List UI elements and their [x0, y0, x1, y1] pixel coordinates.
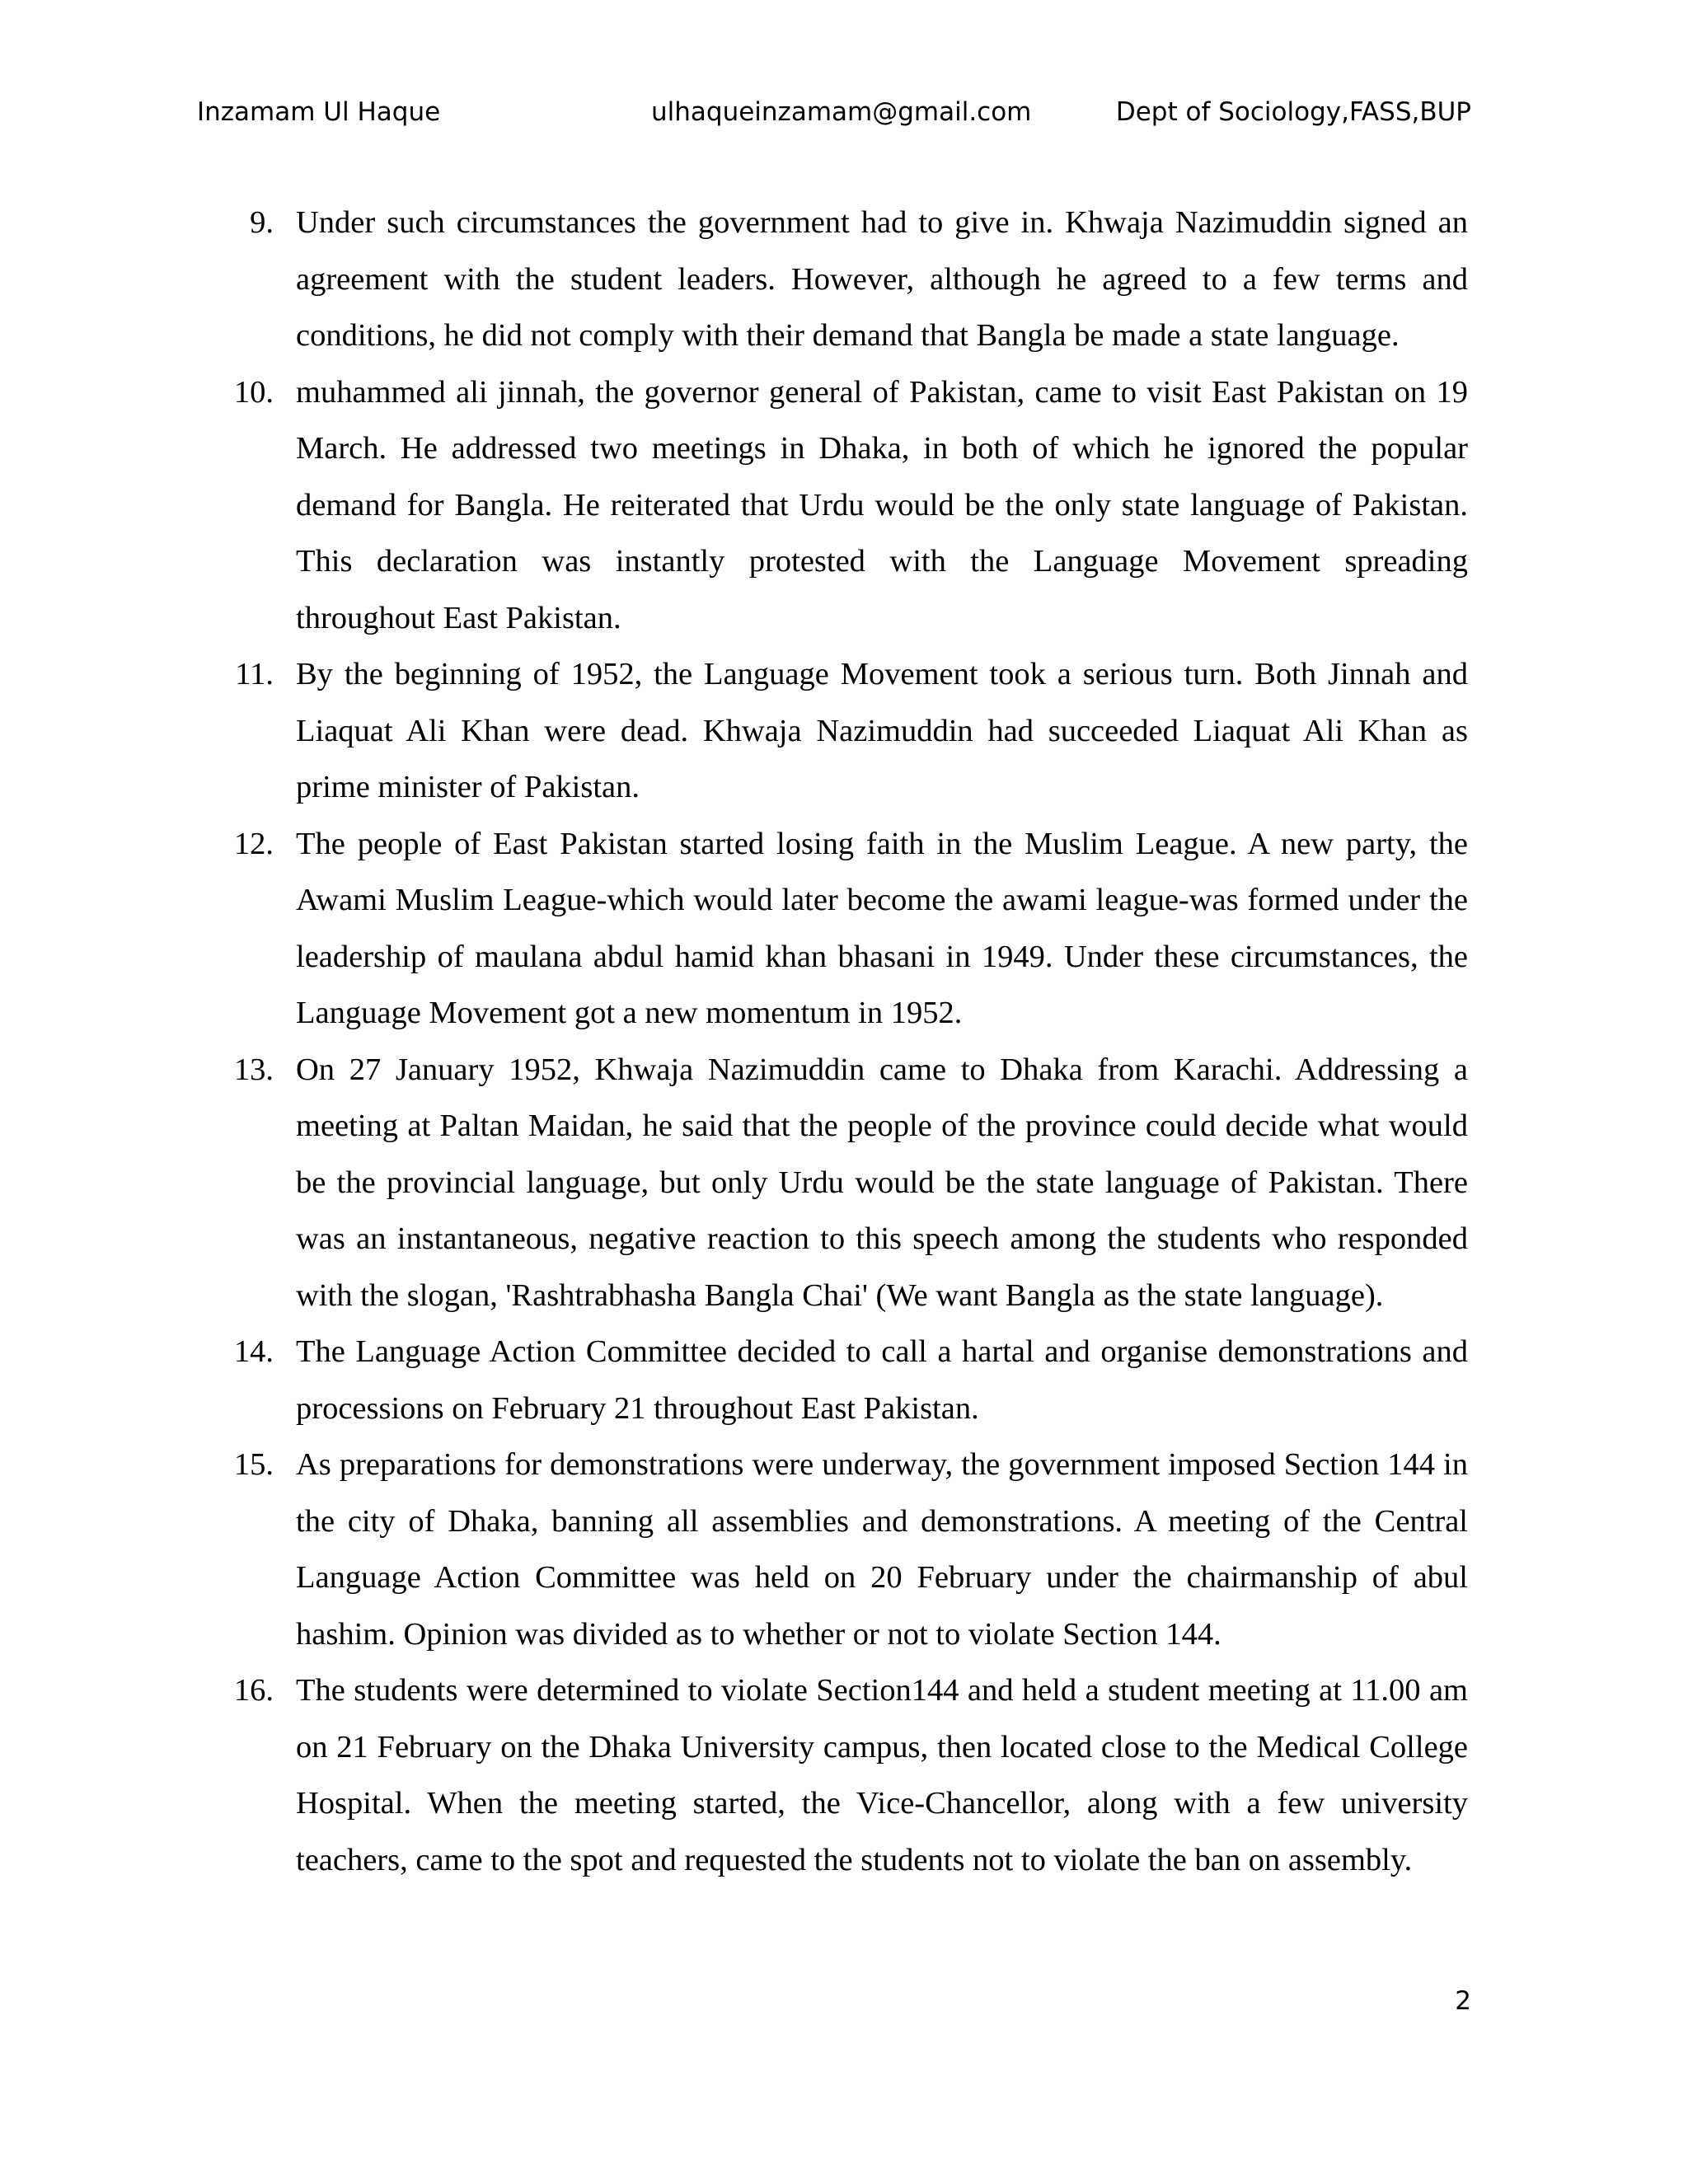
- item-text: The students were determined to violate Section144 and held a student meeting at 11.00 am on 21 February on the Dhaka University campus, then located close to the Medical College Hospital. When the meeting started, the Vice-Chancellor, along with a few university teachers, came to the spot and requested the students not to violate the ban on assembly.: [296, 1673, 1468, 1877]
- page-header: [0, 97, 1688, 138]
- item-number: 14.: [233, 1334, 274, 1369]
- item-text: On 27 January 1952, Khwaja Nazimuddin came to Dhaka from Karachi. Addressing a meeting at Paltan Maidan, he said that the people of the province could decide what would be the provincial language, but only Urdu would be the state language of Pakistan. There was an instantaneous, negative reaction to this speech among the students who responded with the slogan, 'Rashtrabhasha Bangla Chai' (We want Bangla as the state language).: [296, 1052, 1468, 1313]
- item-number: 12.: [233, 826, 274, 861]
- item-number: 10.: [233, 374, 274, 410]
- item-text: The Language Action Committee decided to call a hartal and organise demonstrations and processions on February 21 throughout East Pakistan.: [296, 1334, 1468, 1426]
- list-item: [198, 1662, 1468, 1888]
- item-text: By the beginning of 1952, the Language Movement took a serious turn. Both Jinnah and Liaquat Ali Khan were dead. Khwaja Nazimuddin had succeeded Liaquat Ali Khan as prime minister of Pakistan.: [296, 657, 1468, 804]
- header-author: Inzamam Ul Haque: [197, 97, 441, 127]
- list-item: [198, 646, 1468, 816]
- header-department: Dept of Sociology,FASS,BUP: [1115, 97, 1471, 127]
- list-item: [198, 1042, 1468, 1324]
- item-text: The people of East Pakistan started losing faith in the Muslim League. A new party, the Awami Muslim League-which would later become the awami league-was formed under the leadership of maulana abdul hamid khan bhasani in 1949. Under these circumstances, the Language Movement got a new momentum in 1952.: [296, 826, 1468, 1030]
- item-number: 9.: [250, 205, 274, 240]
- item-text: muhammed ali jinnah, the governor general of Pakistan, came to visit East Pakistan on 19 March. He addressed two meetings in Dhaka, in both of which he ignored the popular demand for Bangla. He reiterated that Urdu would be the only state language of Pakistan. This declaration was instantly protested with the Language Movement spreading throughout East Pakistan.: [296, 374, 1468, 635]
- item-text: Under such circumstances the government had to give in. Khwaja Nazimuddin signed an agreement with the student leaders. However, although he agreed to a few terms and conditions, he did not comply with their demand that Bangla be made a state language.: [296, 205, 1468, 353]
- item-number: 15.: [233, 1447, 274, 1482]
- item-number: 11.: [235, 657, 274, 691]
- item-number: 13.: [233, 1052, 274, 1087]
- list-item: [198, 816, 1468, 1042]
- item-number: 16.: [233, 1673, 274, 1708]
- item-text: As preparations for demonstrations were underway, the government imposed Section 144 in the city of Dhaka, banning all assemblies and demonstrations. A meeting of the Central Language Action Committee was held on 20 February under the chairmanship of abul hashim. Opinion was divided as to whether or not to violate Section 144.: [296, 1447, 1468, 1652]
- list-item: [198, 194, 1468, 364]
- numbered-list: [198, 194, 1468, 1888]
- list-item: [198, 1436, 1468, 1662]
- list-item: [198, 364, 1468, 647]
- list-item: [198, 1324, 1468, 1436]
- page-number: 2: [1455, 1986, 1471, 2016]
- header-email: ulhaqueinzamam@gmail.com: [651, 97, 1032, 127]
